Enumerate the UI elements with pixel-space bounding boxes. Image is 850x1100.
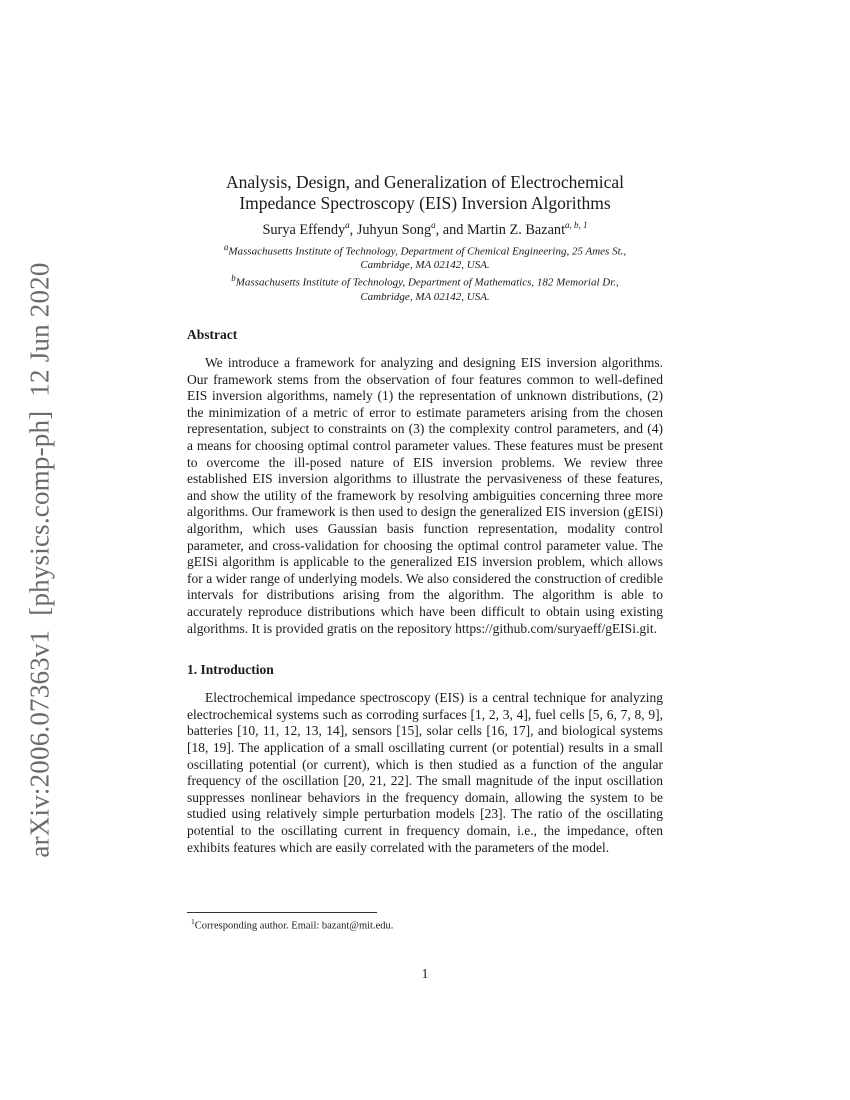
affil-a-line-2: Cambridge, MA 02142, USA. — [360, 258, 490, 271]
author-1: Surya Effendy — [262, 221, 346, 238]
author-3: and Martin Z. Bazant — [442, 221, 566, 238]
author-separator: , — [349, 221, 357, 238]
author-list — [187, 216, 663, 239]
affil-b-line-2: Cambridge, MA 02142, USA. — [360, 290, 490, 303]
affiliation-a — [187, 241, 663, 273]
affil-b-mark: b — [231, 273, 236, 284]
paper-title — [187, 172, 663, 214]
paper-page — [187, 172, 663, 856]
author-2-affil: a — [431, 220, 436, 230]
arxiv-sidebar-stamp — [22, 240, 58, 880]
affil-a-mark: a — [223, 241, 229, 252]
arxiv-stamp-text — [25, 262, 56, 857]
page-number: 1 — [421, 966, 429, 981]
author-separator: , — [435, 221, 443, 238]
footnote-mark: 1 — [191, 917, 195, 926]
affil-b-line-1: Massachusetts Institute of Technology, Department of Mathematics, 182 Memorial Dr., — [235, 277, 619, 290]
abstract-text: We introduce a framework for analyzing and designing EIS inversion algorithms. Our framework stems from the observation of four features common to well-defined EIS inversion algorithms, namely (1) the representation of unknown distributions, (2) the minimization of a metric of error to estimate parameters arising from the chosen representation, subject to constraints on (3) the complexity control parameters, and (4) a means for choosing optimal control parameter values. These features must be present to overcome the ill-posed nature of EIS inversion problems. We review three established EIS inversion algorithms to illustrate the pervasiveness of these features, and show the utility of the framework by resolving ambiguities concerning three more algorithms. Our framework is then used to design the generalized EIS inversion (gEISi) algorithm, which uses Gaussian basis function representation, modality control parameter, and cross-validation for choosing the optimal control parameter value. The gEISi algorithm is applicable to the generalized EIS inversion problem, which allows for a wider range of underlying models. We also considered the construction of credible intervals for distributions arising from the algorithm. The algorithm is able to accurately reproduce distributions which have been difficult to obtain using existing algorithms. It is provided gratis on the repository https://github.com/suryaeff/gEISi.git. — [187, 355, 663, 636]
footnote-divider — [187, 912, 377, 913]
affil-a-line-1: Massachusetts Institute of Technology, Department of Chemical Engineering, 25 Ames St., — [228, 245, 627, 258]
footnote-text: Corresponding author. Email: bazant@mit.edu. — [194, 920, 394, 932]
title-line-1: Analysis, Design, and Generalization of Electrochemical — [226, 172, 624, 192]
arxiv-category: [physics.comp-ph] — [24, 410, 55, 616]
arxiv-id[interactable]: arXiv:2006.07363v1 — [24, 629, 55, 858]
title-line-2: Impedance Spectroscopy (EIS) Inversion Algorithms — [239, 193, 611, 213]
affiliation-b — [187, 272, 663, 304]
abstract-heading: Abstract — [187, 327, 238, 343]
author-3-affil: a, b, 1 — [565, 220, 588, 230]
introduction-heading: 1. Introduction — [187, 662, 274, 678]
arxiv-date: 12 Jun 2020 — [24, 262, 55, 397]
introduction-text: Electrochemical impedance spectroscopy (EIS) is a central technique for analyzing electrochemical systems such as corroding surfaces [1, 2, 3, 4], fuel cells [5, 6, 7, 8, 9], batteries [10, 11, 12, 13, 14], sensors [15], solar cells [16, 17], and biological systems [18, 19]. The application of a small oscillating current (or potential) results in a small oscillating potential (or current), which is then studied as a function of the angular frequency of the oscillation [20, 21, 22]. The small magnitude of the input oscillation suppresses nonlinear behaviors in the frequency domain, allowing the system to be studied using relatively simple perturbation models [23]. The ratio of the oscillating potential to the oscillating current in frequency domain, i.e., the impedance, often exhibits features which are easily correlated with the parameters of the model. — [187, 690, 663, 855]
author-2: Juhyun Song — [356, 221, 432, 238]
footnote — [191, 915, 661, 933]
author-1-affil: a — [345, 220, 350, 230]
